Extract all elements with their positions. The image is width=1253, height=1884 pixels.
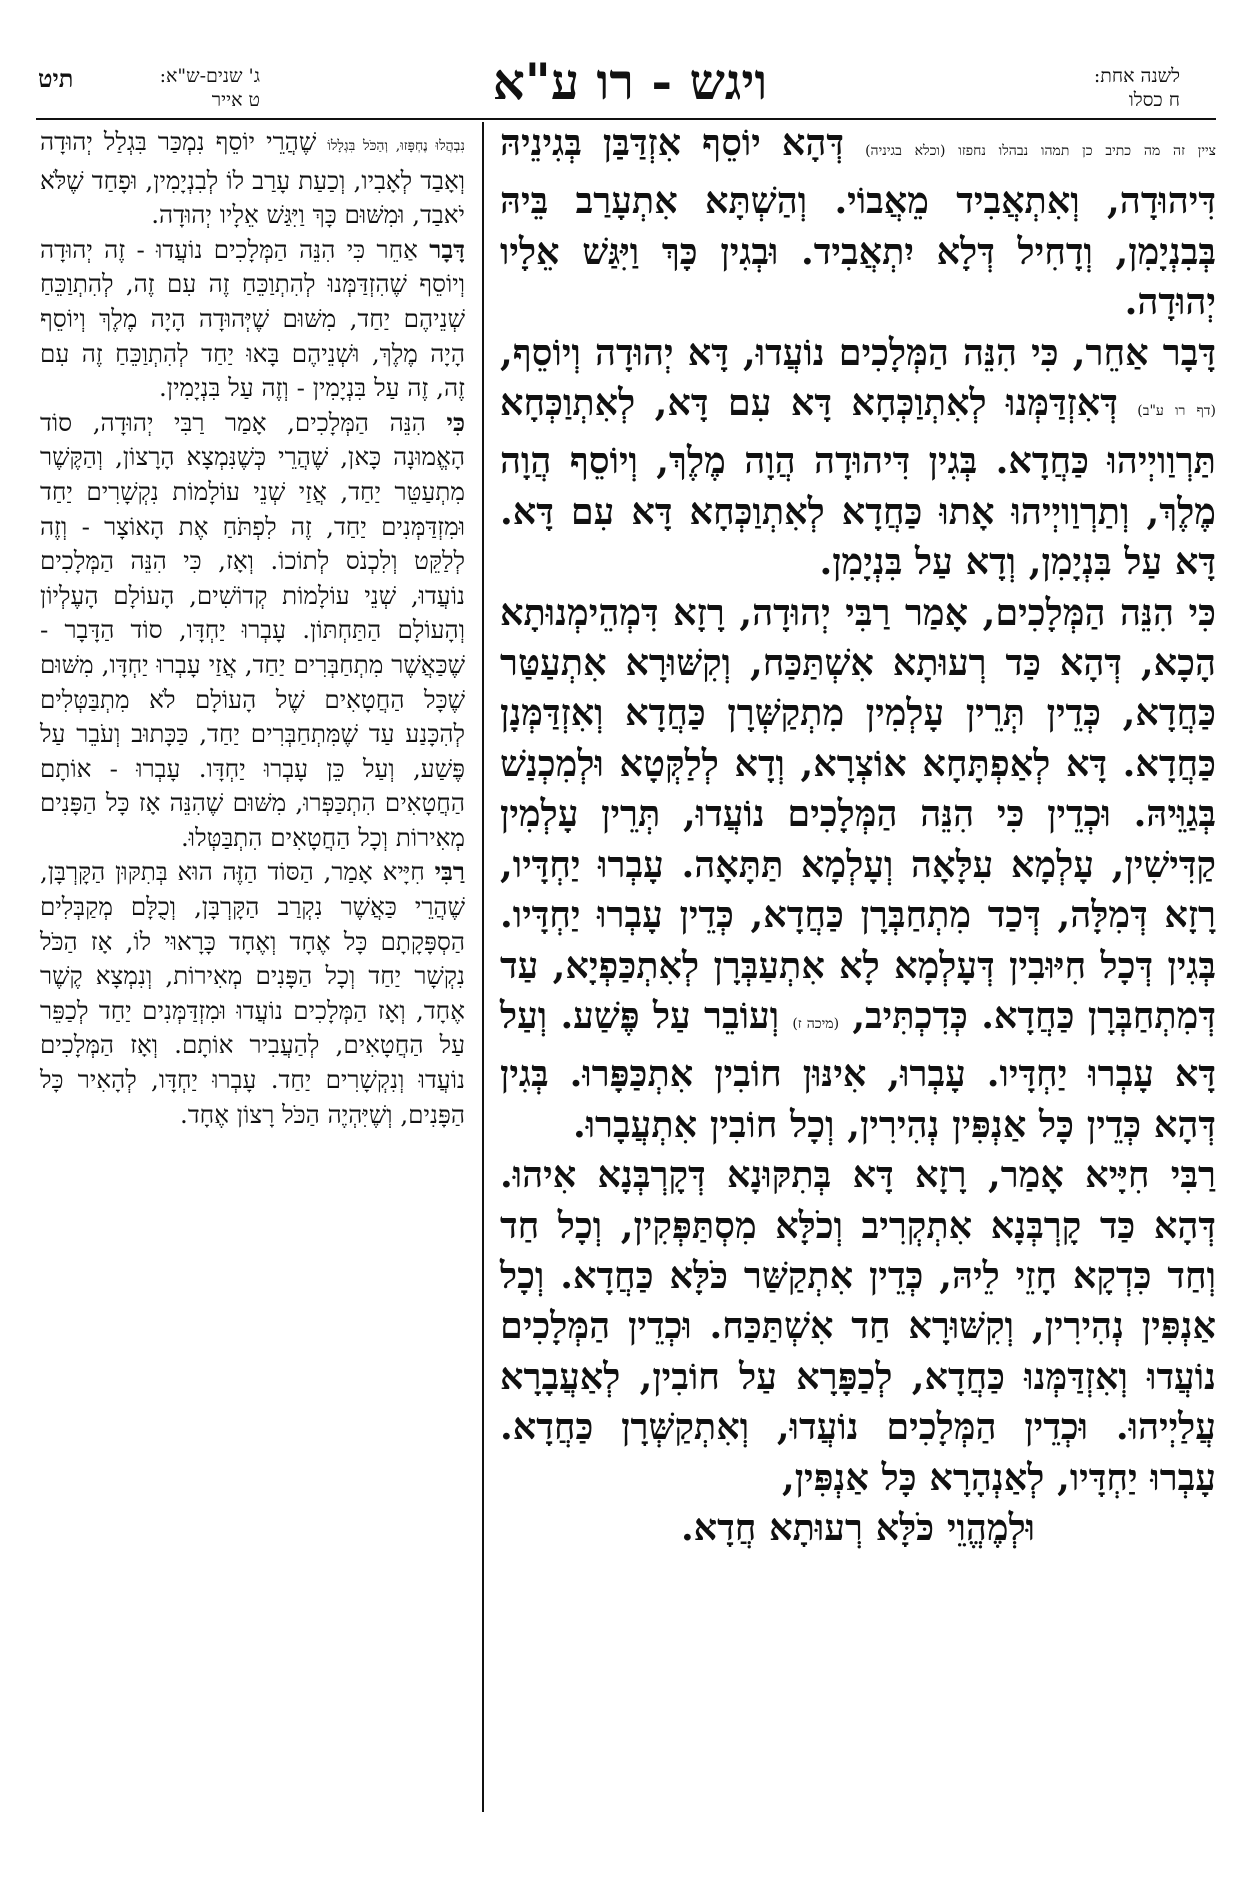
zohar-text: וּלְמֶהֱוֵי כֹּלָּא רְעוּתָא חֲדָא.	[680, 1505, 1036, 1549]
translation-text: הִנֵּה הַמְּלָכִים, אָמַר רַבִּי יְהוּדָה, סוֹד הָאֱמוּנָה כָּאן, שֶׁהֲרֵי כְּשֶׁנִּמְצָא הָרָצוֹן, וְהַקֶּשֶׁר מִתְעַטֵּר יַחַד, אֲזַי שְׁנֵי עוֹלָמוֹת נִקְשָׁרִים יַחַד וּמִזְדַּמְּנִים יַחַד, זֶה לִפְתֹּחַ אֶת הָאוֹצָר - וְזֶה לְלַקֵּט וְלִכְנֹס לְתוֹכוֹ. וְאָז, כִּי הִנֵּה הַמְּלָכִים נוֹעֲדוּ, שְׁנֵי עוֹלָמוֹת קְדוֹשִׁים, הָעוֹלָם הָעֶלְיוֹן וְהָעוֹלָם הַתַּחְתּוֹן. עָבְרוּ יַחְדָּו, סוֹד הַדָּבָר - שֶׁכַּאֲשֶׁר מִתְחַבְּרִים יַחַד, אֲזַי עָבְרוּ יַחְדָּו, מִשּׁוּם שֶׁכָּל הַחֲטָאִים שֶׁל הָעוֹלָם לֹא מִתְבַּטְּלִים לְהִכָּנַע עַד שֶׁמִּתְחַבְּרִים יַחַד, כַּכָּתוּב וְעֹבֵר עַל פֶּשַׁע, וְעַל כֵּן עָבְרוּ יַחְדָּו. עָבְרוּ - אוֹתָם הַחֲטָאִים הִתְכַּפְּרוּ, מִשּׁוּם שֶׁהִנֵּה אָז כָּל הַפָּנִים מְאִירוֹת וְכָל הַחֲטָאִים הִתְבַּטְּלוּ.	[40, 407, 465, 852]
zohar-text: דְּהָא יוֹסֵף אִזְדַּבַּן בְּגִינֵיהּ דִּיהוּדָה, וְאִתְאֲבִיד מֵאֲבוֹי. וְהַשְׁתָּא אִתְעָרַב בֵּיהּ בְּבִנְיָמִן, וְדָחִיל דְּלָא יִתְאֲבִיד. וּבְגִין כָּךְ וַיִּגַּשׁ אֵלָיו יְהוּדָה.	[500, 121, 1216, 324]
zohar-text: וְעוֹבֵר עַל פֶּשַׁע. וְעַל דָּא עָבְרוּ יַחְדָּיו. עָבְרוּ, אִינּוּן חוֹבִין אִתְכַּפָּרוּ. בְּגִין דְּהָא כְּדֵין כָּל אַנְפִּין נְהִירִין, וְכָל חוֹבִין אִתְעֲבָרוּ.	[500, 993, 1216, 1146]
translation-paragraph	[40, 406, 465, 856]
header-right-line2: ח כסלו	[1128, 89, 1180, 111]
translation-text: חִיָּיא אָמַר, הַסּוֹד הַזֶּה הוּא בְּתִקּוּן הַקָּרְבָּן, שֶׁהֲרֵי כַּאֲשֶׁר נִקְרַב הַקָּרְבָּן, וְכֻלָּם מְקַבְּלִים הַסְפָּקָתָם כָּל אֶחָד וְאֶחָד כָּרָאוּי לוֹ, אָז הַכֹּל נִקְשָׁר יַחַד וְכָל הַפָּנִים מְאִירוֹת, וְנִמְצָא קֶשֶׁר אֶחָד, וְאָז הַמְּלָכִים נוֹעֲדוּ וּמִזְדַּמְּנִים יַחַד לְכַפֵּר עַל הַחֲטָאִים, לְהַעֲבִיר אוֹתָם. וְאָז הַמְּלָכִים נוֹעֲדוּ וְנִקְשָׁרִים יַחַד. עָבְרוּ יַחְדָּו, לְהָאִיר כָּל הַפָּנִים, וְשֶׁיִּהְיֶה הַכֹּל רָצוֹן אֶחָד.	[40, 857, 465, 1129]
header-right-line1: לשנה אחת:	[1093, 65, 1180, 87]
header-left-line1: ג' שנים-ש"א:	[159, 65, 260, 87]
translation-column	[40, 125, 465, 1132]
zohar-paragraph	[500, 588, 1216, 1150]
translation-paragraph	[40, 855, 465, 1132]
zohar-text: דָּבָר אַחֵר, כִּי הִנֵּה הַמְּלָכִים נוֹעֲדוּ, דָּא יְהוּדָה וְיוֹסֵף,	[500, 330, 1216, 374]
zohar-text: כִּי הִנֵּה הַמְּלָכִים, אָמַר רַבִּי יְהוּדָה, רָזָא דִּמְהֵימְנוּתָא הָכָא, דְּהָא כַּד רְעוּתָא אִשְׁתַּכַּח, וְקִשּׁוּרָא אִתְעַטַּר כַּחֲדָא, כְּדֵין תְּרֵין עָלְמִין מִתְקַשְּׁרָן כַּחֲדָא וְאִזְדַּמְּנָן כַּחֲדָא. דָּא לְאַפְתָּחָא אוֹצְרָא, וְדָא לְלַקְּטָא וּלְמִכְנַשׁ בְּגַוֵּיהּ. וּכְדֵין כִּי הִנֵּה הַמְּלָכִים נוֹעֲדוּ, תְּרֵין עָלְמִין קַדִּישִׁין, עָלְמָא עִלָּאָה וְעָלְמָא תַּתָּאָה. עָבְרוּ יַחְדָּיו, רָזָא דְּמִלָּה, דְּכַד מִתְחַבְּרָן כַּחֲדָא, כְּדֵין עָבְרוּ יַחְדָּיו. בְּגִין דְּכָל חִיּוּבִין דְּעָלְמָא לָא אִתְעַבְּרָן לְאִתְכַּפְיָא, עַד דְּמִתְחַבְּרָן כַּחֲדָא. כְּדִכְתִּיב,	[500, 590, 1216, 1037]
zohar-paragraph	[500, 328, 1216, 588]
header-left-line2: ט אייר	[211, 89, 260, 111]
translation-text: אַחֵר כִּי הִנֵּה הַמְּלָכִים נוֹעֲדוּ - זֶה יְהוּדָה וְיוֹסֵף שֶׁהִזְדַּמְּנוּ לְהִתְוַכֵּחַ זֶה עִם זֶה, לְהִתְוַכֵּחַ שְׁנֵיהֶם יַחַד, מִשּׁוּם שֶׁיְּהוּדָה הָיָה מֶלֶךְ וְיוֹסֵף הָיָה מֶלֶךְ, וּשְׁנֵיהֶם בָּאוּ יַחַד לְהִתְוַכֵּחַ זֶה עִם זֶה, זֶה עַל בִּנְיָמִין - וְזֶה עַל בִּנְיָמִין.	[40, 234, 465, 403]
translation-lead-word: רַבִּי	[434, 857, 465, 887]
verse-reference: (מיכה ז)	[792, 1015, 840, 1032]
zohar-text: דְּאִזְדַּמְּנוּ לְאִתְוַכְּחָא דָּא עִם דָּא, לְאִתְוַכְּחָא תַּרְוַויְיהוּ כַּחֲדָא. בְּגִין דִּיהוּדָה הֲוָה מֶלֶךְ, וְיוֹסֵף הֲוָה מֶלֶךְ, וְתַרְוַויְיהוּ אָתוּ כַּחֲדָא לְאִתְוַכְּחָא דָּא עִם דָּא. דָּא עַל בִּנְיָמִן, וְדָא עַל בִּנְיָמִן.	[500, 381, 1216, 584]
header-right	[980, 64, 1180, 112]
zohar-closing-line	[500, 1503, 1216, 1553]
page-title: ויגש - רו ע"א	[492, 52, 768, 111]
folio-reference: (דף רו ע"ב)	[1137, 403, 1216, 420]
page-number: תיט	[38, 64, 74, 93]
zohar-paragraph	[500, 118, 1216, 328]
zohar-column	[500, 118, 1216, 1553]
header-left	[80, 64, 260, 112]
translation-lead-word: כִּי	[446, 407, 465, 437]
translation-paragraph	[40, 125, 465, 233]
translation-lead-word: דָּבָר	[429, 234, 465, 264]
translation-text: שֶׁהֲרֵי יוֹסֵף נִמְכַּר בִּגְלַל יְהוּדָה וְאָבַד לְאָבִיו, וְכַעַת עָרַב לוֹ לְבִנְיָמִין, וּפָחַד שֶׁלֹּא יֹאבַד, וּמִשּׁוּם כָּךְ וַיִּגַּשׁ אֵלָיו יְהוּדָה.	[40, 127, 465, 230]
zohar-note: ציין זה מה כתיב כן תמהו נבהלו נחפזו (וכלא בגיניה)	[865, 143, 1216, 159]
zohar-paragraph	[500, 1150, 1216, 1503]
column-divider	[482, 122, 484, 1812]
translation-note: נִבְהֲלוּ נֶחְפָּזוּ, וְהַכֹּל בִּגְלָלוֹ	[327, 138, 465, 154]
zohar-text: רַבִּי חִיָּיא אָמַר, רָזָא דָּא בְּתִקּוּנָא דְּקָרְבְּנָא אִיהוּ. דְּהָא כַּד קָרְבְּנָא אִתְקְרִיב וְכֹלָּא מִסְתַּפְּקִין, וְכָל חַד וְחַד כִּדְקָא חָזֵי לֵיהּ, כְּדֵין אִתְקַשַּׁר כֹּלָּא כַּחֲדָא. וְכָל אַנְפִּין נְהִירִין, וְקִשּׁוּרָא חַד אִשְׁתַּכַּח. וּכְדֵין הַמְּלָכִים נוֹעֲדוּ וְאִזְדַּמְּנוּ כַּחֲדָא, לְכַפָּרָא עַל חוֹבִין, לְאַעֲבָרָא עֲלַיְיהוּ. וּכְדֵין הַמְּלָכִים נוֹעֲדוּ, וְאִתְקַשְּׁרָן כַּחֲדָא. עָבְרוּ יַחְדָּיו, לְאַנְהָרָא כָּל אַנְפִּין,	[500, 1153, 1216, 1499]
translation-paragraph	[40, 233, 465, 406]
